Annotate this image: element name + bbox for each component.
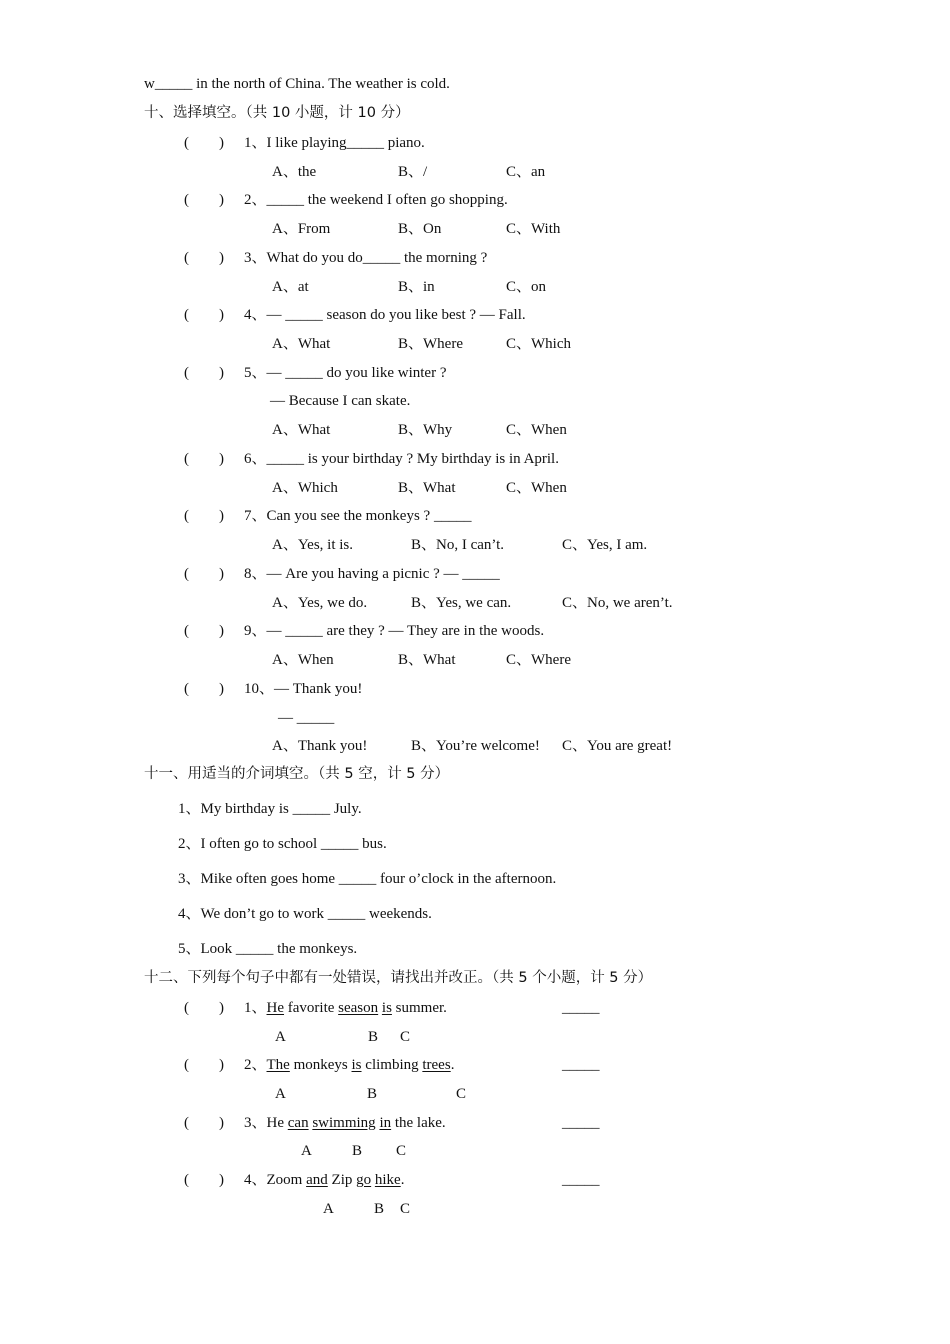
question-text: 3、What do you do_____ the morning ? (244, 250, 488, 266)
text-segment: the lake. (391, 1115, 446, 1131)
option-a: A、Thank you! (272, 738, 368, 754)
option-a: A、Which (272, 480, 338, 496)
answer-paren[interactable]: ( ) (184, 566, 224, 582)
question-text: 5、— _____ do you like winter ? (244, 365, 447, 381)
fill-item-3: 3、Mike often goes home _____ four o’clock in the afternoon. (178, 871, 557, 887)
option-c: C、You are great! (562, 738, 673, 754)
option-c: C、Where (506, 652, 571, 668)
text-segment: monkeys (289, 1057, 352, 1073)
question-number: 1、 (244, 1000, 267, 1016)
label-c: C (400, 1201, 411, 1217)
answer-paren[interactable]: ( ) (184, 192, 224, 208)
fill-item-5: 5、Look _____ the monkeys. (178, 941, 358, 957)
underlined-word-c: hike (374, 1172, 401, 1188)
underlined-word-c: is (381, 1000, 392, 1016)
option-b: B、/ (398, 164, 428, 180)
answer-paren[interactable]: ( ) (184, 365, 224, 381)
underlined-word-b: season (338, 1000, 379, 1016)
question-text: 1、I like playing_____ piano. (244, 135, 425, 151)
text-segment: climbing (361, 1057, 423, 1073)
option-b: B、No, I can’t. (411, 537, 505, 553)
sentence (244, 999, 447, 1017)
text-segment: favorite (284, 1000, 339, 1016)
option-c: C、on (506, 279, 547, 295)
correction-blank[interactable]: _____ (562, 1172, 600, 1188)
label-a: A (301, 1143, 312, 1159)
answer-paren[interactable]: ( ) (184, 681, 224, 697)
intro-line: w_____ in the north of China. The weather is cold. (144, 76, 450, 92)
underlined-word-c: trees (422, 1057, 451, 1073)
option-c: C、With (506, 221, 561, 237)
answer-paren[interactable]: ( ) (184, 1057, 224, 1073)
answer-paren[interactable]: ( ) (184, 1115, 224, 1131)
label-c: C (396, 1143, 407, 1159)
question-number: 4、 (244, 1172, 267, 1188)
text-segment: . (450, 1057, 455, 1073)
correction-blank[interactable]: _____ (562, 1057, 600, 1073)
underlined-word-a: The (266, 1057, 290, 1073)
option-a: A、Yes, it is. (272, 537, 353, 553)
text-segment: . (400, 1172, 405, 1188)
text-segment: Zip (327, 1172, 357, 1188)
section-11-title: 十一、用适当的介词填空。（共 5 空，计 5 分） (144, 766, 450, 782)
question-text: 6、_____ is your birthday ? My birthday is in April. (244, 451, 559, 467)
underlined-word-a: and (306, 1172, 328, 1188)
label-a: A (275, 1086, 286, 1102)
sentence (244, 1171, 404, 1189)
answer-paren[interactable]: ( ) (184, 250, 224, 266)
correction-blank[interactable]: _____ (562, 1000, 600, 1016)
correction-blank[interactable]: _____ (562, 1115, 600, 1131)
question-number: 2、 (244, 1057, 267, 1073)
option-c: C、When (506, 422, 567, 438)
option-b: B、What (398, 480, 456, 496)
text-segment: summer. (391, 1000, 447, 1016)
label-b: B (368, 1029, 379, 1045)
option-c: C、When (506, 480, 567, 496)
underlined-word-c: in (379, 1115, 392, 1131)
question-text: 4、— _____ season do you like best ? — Fall. (244, 307, 526, 323)
question-text: 7、Can you see the monkeys ? _____ (244, 508, 472, 524)
label-b: B (374, 1201, 385, 1217)
option-a: A、From (272, 221, 331, 237)
fill-item-1: 1、My birthday is _____ July. (178, 801, 362, 817)
answer-paren[interactable]: ( ) (184, 1000, 224, 1016)
question-line-2: — Because I can skate. (270, 393, 411, 409)
option-b: B、Yes, we can. (411, 595, 512, 611)
option-a: A、Yes, we do. (272, 595, 368, 611)
option-c: C、an (506, 164, 546, 180)
question-line-2: — _____ (278, 710, 335, 726)
option-b: B、On (398, 221, 442, 237)
text-segment: He (266, 1115, 288, 1131)
option-a: A、What (272, 336, 331, 352)
answer-paren[interactable]: ( ) (184, 135, 224, 151)
underlined-word-b: go (356, 1172, 372, 1188)
underlined-word-a: can (287, 1115, 309, 1131)
label-b: B (367, 1086, 378, 1102)
question-text: 9、— _____ are they ? — They are in the woods. (244, 623, 545, 639)
answer-paren[interactable]: ( ) (184, 307, 224, 323)
answer-paren[interactable]: ( ) (184, 1172, 224, 1188)
option-c: C、No, we aren’t. (562, 595, 673, 611)
label-c: C (400, 1029, 411, 1045)
option-b: B、Why (398, 422, 453, 438)
answer-paren[interactable]: ( ) (184, 451, 224, 467)
option-a: A、the (272, 164, 317, 180)
question-text: 8、— Are you having a picnic ? — _____ (244, 566, 500, 582)
section-10-title: 十、选择填空。（共 10 小题，计 10 分） (144, 105, 410, 121)
sentence (244, 1056, 454, 1074)
question-text: 10、— Thank you! (244, 681, 363, 697)
answer-paren[interactable]: ( ) (184, 623, 224, 639)
underlined-word-b: swimming (312, 1115, 376, 1131)
option-c: C、Yes, I am. (562, 537, 648, 553)
option-b: B、in (398, 279, 435, 295)
fill-item-2: 2、I often go to school _____ bus. (178, 836, 387, 852)
option-a: A、When (272, 652, 334, 668)
option-b: B、You’re welcome! (411, 738, 540, 754)
label-a: A (275, 1029, 286, 1045)
option-a: A、What (272, 422, 331, 438)
option-c: C、Which (506, 336, 571, 352)
option-b: B、Where (398, 336, 463, 352)
label-a: A (323, 1201, 334, 1217)
question-text: 2、_____ the weekend I often go shopping. (244, 192, 508, 208)
underlined-word-b: is (351, 1057, 362, 1073)
section-12-title: 十二、下列每个句子中都有一处错误，请找出并改正。（共 5 个小题，计 5 分） (144, 970, 653, 986)
option-b: B、What (398, 652, 456, 668)
underlined-word-a: He (266, 1000, 285, 1016)
fill-item-4: 4、We don’t go to work _____ weekends. (178, 906, 432, 922)
label-c: C (456, 1086, 467, 1102)
option-a: A、at (272, 279, 309, 295)
text-segment: Zoom (266, 1172, 307, 1188)
label-b: B (352, 1143, 363, 1159)
answer-paren[interactable]: ( ) (184, 508, 224, 524)
sentence (244, 1114, 446, 1132)
question-number: 3、 (244, 1115, 267, 1131)
